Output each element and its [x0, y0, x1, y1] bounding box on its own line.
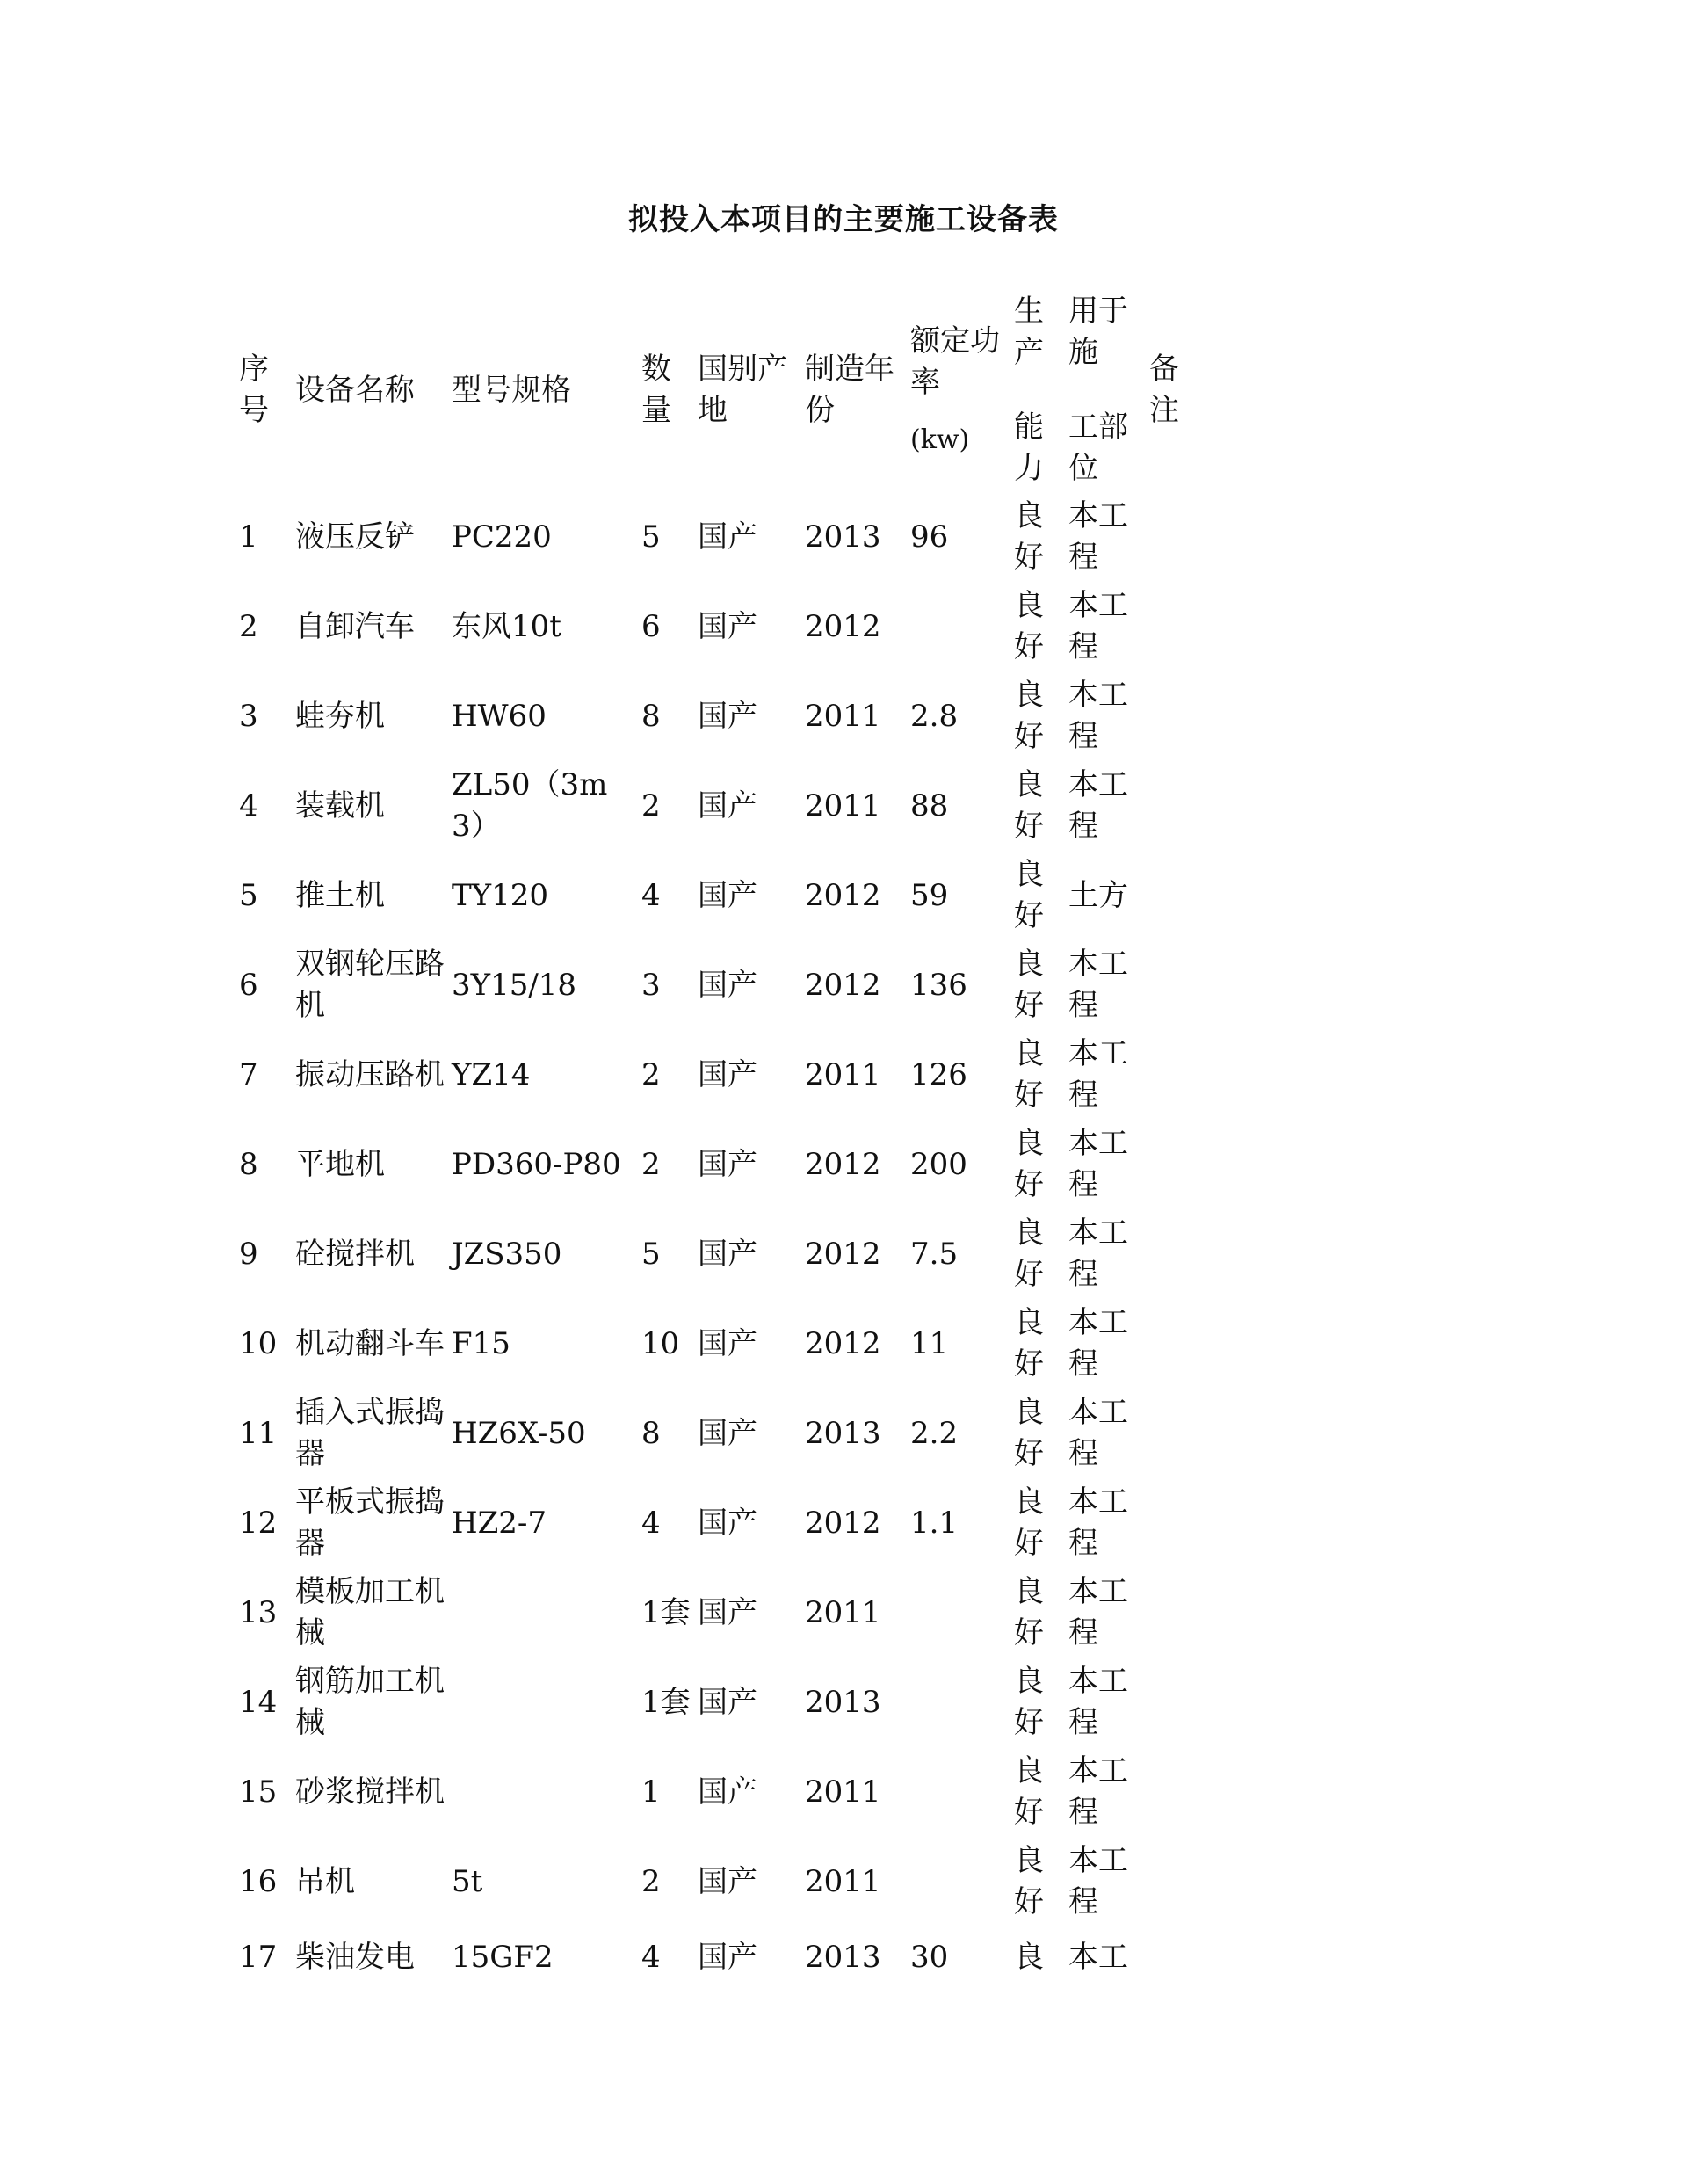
- page-title: 拟投入本项目的主要施工设备表: [628, 202, 1059, 237]
- cell-power: [907, 1837, 1010, 1926]
- cell-usage: 本工程: [1068, 1664, 1128, 1740]
- header-power-label: 额定功率: [910, 323, 1000, 400]
- table-row: [235, 1209, 1197, 1299]
- header-name: 设备名称: [295, 372, 415, 408]
- cell-capacity: 良好: [1014, 857, 1044, 933]
- cell-year: 2011: [805, 787, 881, 824]
- cell-usage: 本工程: [1068, 588, 1128, 664]
- cell-origin: 国产: [698, 698, 757, 734]
- cell-usage: 本工程: [1068, 1036, 1128, 1113]
- cell-power: 126: [910, 1056, 967, 1092]
- header-year: 制造年份: [805, 352, 894, 428]
- cell-qty: 4: [641, 1939, 661, 1975]
- cell-year: 2013: [805, 519, 881, 555]
- cell-capacity: 良好: [1014, 1126, 1044, 1202]
- cell-capacity: 良好: [1014, 1395, 1044, 1471]
- cell-year: 2011: [805, 1863, 881, 1899]
- cell-model: ZL50（3m3）: [452, 767, 608, 844]
- table-header: [235, 288, 1197, 492]
- cell-power: 1.1: [910, 1505, 959, 1541]
- header-no: 序号: [239, 352, 269, 428]
- table-row: [235, 1299, 1197, 1389]
- cell-origin: 国产: [698, 1863, 757, 1899]
- cell-usage: 本工程: [1068, 1395, 1128, 1471]
- cell-model: YZ14: [452, 1056, 531, 1092]
- cell-remark: [1146, 1120, 1197, 1209]
- cell-usage: 本工程: [1068, 498, 1128, 575]
- cell-power: 200: [910, 1146, 967, 1182]
- cell-name: 装载机: [295, 787, 385, 824]
- cell-no: 14: [239, 1684, 278, 1720]
- cell-origin: 国产: [698, 877, 757, 913]
- cell-capacity: 良好: [1014, 678, 1044, 754]
- cell-origin: 国产: [698, 1774, 757, 1810]
- cell-capacity: 良好: [1014, 1036, 1044, 1113]
- cell-model: JZS350: [452, 1236, 562, 1272]
- cell-no: 3: [239, 698, 258, 734]
- header-capacity: [1010, 288, 1065, 492]
- cell-power: 11: [910, 1325, 949, 1361]
- cell-qty: 10: [641, 1325, 680, 1361]
- cell-model: TY120: [452, 877, 549, 913]
- cell-origin: 国产: [698, 1236, 757, 1272]
- table-row: [235, 582, 1197, 671]
- cell-model: [448, 1747, 638, 1837]
- cell-no: 10: [239, 1325, 278, 1361]
- cell-capacity: 良好: [1014, 1664, 1044, 1740]
- cell-name: 模板加工机械: [295, 1574, 445, 1651]
- cell-qty: 5: [641, 519, 661, 555]
- table-row: [235, 1747, 1197, 1837]
- cell-name: 平地机: [295, 1146, 385, 1182]
- cell-usage: 本工程: [1068, 1574, 1128, 1651]
- table-row: [235, 1658, 1197, 1747]
- cell-remark: [1146, 582, 1197, 671]
- header-qty: 数量: [641, 352, 671, 428]
- cell-remark: [1146, 940, 1197, 1030]
- cell-name: 插入式振捣器: [295, 1395, 445, 1471]
- cell-no: 15: [239, 1774, 278, 1810]
- cell-power: [907, 1747, 1010, 1837]
- header-capacity-bottom: 能力: [1014, 410, 1044, 486]
- cell-power: [907, 1568, 1010, 1658]
- table-row: [235, 1568, 1197, 1658]
- table-row: [235, 1478, 1197, 1568]
- cell-remark: [1146, 1926, 1197, 1988]
- cell-qty: 3: [641, 967, 661, 1003]
- cell-usage: 本工程: [1068, 767, 1128, 844]
- table-body: [235, 492, 1197, 1988]
- cell-usage: 本工程: [1068, 1126, 1128, 1202]
- cell-year: 2013: [805, 1415, 881, 1451]
- cell-remark: [1146, 1837, 1197, 1926]
- table-row: [235, 1389, 1197, 1478]
- cell-qty: 2: [641, 1056, 661, 1092]
- table-row: [235, 1120, 1197, 1209]
- cell-power: 2.8: [910, 698, 959, 734]
- cell-no: 13: [239, 1594, 278, 1630]
- cell-qty: 1套: [641, 1594, 691, 1630]
- cell-qty: 8: [641, 698, 661, 734]
- cell-remark: [1146, 1568, 1197, 1658]
- cell-model: PD360-P80: [452, 1146, 621, 1182]
- header-usage: [1065, 288, 1146, 492]
- header-usage-bottom: 工部位: [1068, 410, 1128, 486]
- cell-remark: [1146, 1299, 1197, 1389]
- cell-no: 5: [239, 877, 258, 913]
- cell-year: 2012: [805, 877, 881, 913]
- cell-no: 16: [239, 1863, 278, 1899]
- cell-capacity: 良好: [1014, 1574, 1044, 1651]
- cell-capacity: 良好: [1014, 1215, 1044, 1292]
- cell-usage: 本工程: [1068, 1484, 1128, 1561]
- cell-no: 11: [239, 1415, 278, 1451]
- cell-remark: [1146, 492, 1197, 582]
- cell-remark: [1146, 671, 1197, 761]
- cell-year: 2012: [805, 1505, 881, 1541]
- table-row: [235, 492, 1197, 582]
- cell-name: 振动压路机: [295, 1056, 445, 1092]
- cell-capacity: 良: [1014, 1939, 1044, 1975]
- cell-name: 砂浆搅拌机: [295, 1774, 445, 1810]
- cell-model: HW60: [452, 698, 547, 734]
- cell-usage: 本工程: [1068, 1753, 1128, 1830]
- cell-origin: 国产: [698, 967, 757, 1003]
- cell-name: 吊机: [295, 1863, 355, 1899]
- header-power-unit: (kw): [910, 424, 970, 455]
- cell-no: 6: [239, 967, 258, 1003]
- table-row: [235, 1926, 1197, 1988]
- cell-power: 7.5: [910, 1236, 959, 1272]
- cell-model: F15: [452, 1325, 510, 1361]
- cell-no: 7: [239, 1056, 258, 1092]
- cell-capacity: 良好: [1014, 1843, 1044, 1919]
- cell-year: 2012: [805, 967, 881, 1003]
- table-row: [235, 1030, 1197, 1120]
- cell-remark: [1146, 1389, 1197, 1478]
- cell-name: 推土机: [295, 877, 385, 913]
- cell-year: 2011: [805, 1056, 881, 1092]
- cell-usage: 土方: [1068, 877, 1128, 913]
- cell-model: 5t: [452, 1863, 483, 1899]
- cell-year: 2012: [805, 608, 881, 644]
- cell-name: 液压反铲: [295, 519, 415, 555]
- cell-qty: 2: [641, 1863, 661, 1899]
- cell-capacity: 良好: [1014, 1305, 1044, 1382]
- cell-usage: 本工程: [1068, 1215, 1128, 1292]
- cell-year: 2012: [805, 1325, 881, 1361]
- header-power: [907, 288, 1010, 492]
- cell-remark: [1146, 851, 1197, 940]
- cell-remark: [1146, 1658, 1197, 1747]
- cell-model: 15GF2: [452, 1939, 554, 1975]
- cell-name: 柴油发电: [295, 1939, 415, 1975]
- cell-power: 2.2: [910, 1415, 959, 1451]
- cell-no: 12: [239, 1505, 278, 1541]
- cell-origin: 国产: [698, 1684, 757, 1720]
- cell-model: PC220: [452, 519, 552, 555]
- cell-no: 2: [239, 608, 258, 644]
- cell-usage: 本工程: [1068, 947, 1128, 1023]
- cell-power: [907, 1658, 1010, 1747]
- cell-usage: 本工: [1068, 1939, 1128, 1975]
- header-remark: 备注: [1149, 352, 1179, 428]
- cell-qty: 2: [641, 1146, 661, 1182]
- table-row: [235, 761, 1197, 851]
- cell-origin: 国产: [698, 1594, 757, 1630]
- cell-origin: 国产: [698, 1505, 757, 1541]
- equipment-table: [235, 288, 1197, 1988]
- cell-no: 4: [239, 787, 258, 824]
- cell-model: 东风10t: [452, 608, 561, 644]
- cell-origin: 国产: [698, 1146, 757, 1182]
- cell-remark: [1146, 1747, 1197, 1837]
- cell-year: 2011: [805, 1594, 881, 1630]
- cell-origin: 国产: [698, 1056, 757, 1092]
- cell-origin: 国产: [698, 787, 757, 824]
- cell-qty: 6: [641, 608, 661, 644]
- cell-name: 机动翻斗车: [295, 1325, 445, 1361]
- cell-origin: 国产: [698, 519, 757, 555]
- cell-model: HZ2-7: [452, 1505, 547, 1541]
- cell-qty: 4: [641, 877, 661, 913]
- cell-year: 2011: [805, 698, 881, 734]
- cell-qty: 2: [641, 787, 661, 824]
- cell-capacity: 良好: [1014, 588, 1044, 664]
- cell-no: 9: [239, 1236, 258, 1272]
- cell-capacity: 良好: [1014, 498, 1044, 575]
- cell-year: 2012: [805, 1236, 881, 1272]
- cell-power: 30: [910, 1939, 949, 1975]
- cell-model: [448, 1658, 638, 1747]
- cell-qty: 8: [641, 1415, 661, 1451]
- cell-name: 砼搅拌机: [295, 1236, 415, 1272]
- cell-name: 钢筋加工机械: [295, 1664, 445, 1740]
- cell-remark: [1146, 1030, 1197, 1120]
- cell-remark: [1146, 761, 1197, 851]
- header-capacity-top: 生产: [1014, 294, 1044, 370]
- cell-power: 88: [910, 787, 949, 824]
- cell-year: 2011: [805, 1774, 881, 1810]
- cell-model: HZ6X-50: [452, 1415, 586, 1451]
- cell-power: [907, 582, 1010, 671]
- header-usage-top: 用于施: [1068, 294, 1128, 370]
- cell-name: 蛙夯机: [295, 698, 385, 734]
- cell-power: 59: [910, 877, 949, 913]
- cell-name: 自卸汽车: [295, 608, 415, 644]
- cell-capacity: 良好: [1014, 1484, 1044, 1561]
- cell-usage: 本工程: [1068, 1843, 1128, 1919]
- table-row: [235, 940, 1197, 1030]
- cell-name: 平板式振捣器: [295, 1484, 445, 1561]
- cell-remark: [1146, 1209, 1197, 1299]
- cell-origin: 国产: [698, 608, 757, 644]
- cell-year: 2013: [805, 1939, 881, 1975]
- cell-year: 2012: [805, 1146, 881, 1182]
- cell-usage: 本工程: [1068, 1305, 1128, 1382]
- cell-qty: 5: [641, 1236, 661, 1272]
- cell-no: 17: [239, 1939, 278, 1975]
- cell-usage: 本工程: [1068, 678, 1128, 754]
- cell-no: 1: [239, 519, 258, 555]
- cell-qty: 1: [641, 1774, 661, 1810]
- cell-qty: 1套: [641, 1684, 691, 1720]
- cell-name: 双钢轮压路机: [295, 947, 445, 1023]
- cell-model: 3Y15/18: [452, 967, 577, 1003]
- cell-power: 96: [910, 519, 949, 555]
- cell-year: 2013: [805, 1684, 881, 1720]
- table-row: [235, 1837, 1197, 1926]
- cell-model: [448, 1568, 638, 1658]
- cell-remark: [1146, 1478, 1197, 1568]
- cell-no: 8: [239, 1146, 258, 1182]
- cell-origin: 国产: [698, 1939, 757, 1975]
- table-row: [235, 851, 1197, 940]
- cell-capacity: 良好: [1014, 947, 1044, 1023]
- cell-origin: 国产: [698, 1325, 757, 1361]
- header-model: 型号规格: [452, 372, 571, 408]
- cell-power: 136: [910, 967, 967, 1003]
- cell-qty: 4: [641, 1505, 661, 1541]
- cell-capacity: 良好: [1014, 767, 1044, 844]
- cell-capacity: 良好: [1014, 1753, 1044, 1830]
- table-row: [235, 671, 1197, 761]
- cell-origin: 国产: [698, 1415, 757, 1451]
- header-origin: 国别产地: [698, 352, 787, 428]
